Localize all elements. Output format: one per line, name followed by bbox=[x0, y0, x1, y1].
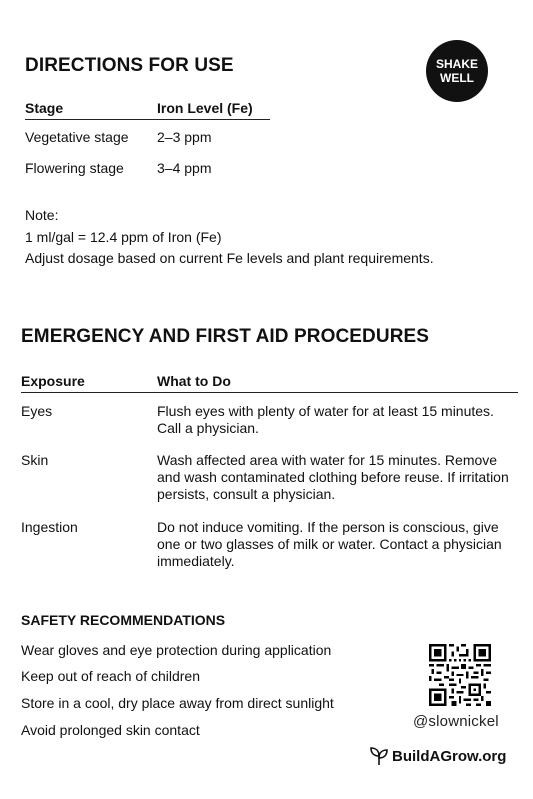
qr-code-icon[interactable] bbox=[429, 644, 491, 706]
stage-cell-flowering: Flowering stage bbox=[25, 160, 124, 176]
emergency-table-divider bbox=[21, 392, 518, 393]
note-label: Note: bbox=[25, 207, 59, 223]
shake-well-badge bbox=[426, 40, 488, 102]
skin-line-3: persists, consult a physician. bbox=[157, 486, 336, 502]
safety-item-storage: Store in a cool, dry place away from direct sunlight bbox=[21, 695, 334, 711]
ingestion-line-2: one or two glasses of milk or water. Contact a physician bbox=[157, 536, 502, 552]
badge-line-2: WELL bbox=[440, 71, 474, 85]
ingestion-line-1: Do not induce vomiting. If the person is conscious, give bbox=[157, 519, 499, 535]
safety-title: SAFETY RECOMMENDATIONS bbox=[21, 612, 226, 628]
exposure-skin: Skin bbox=[21, 452, 49, 468]
exposure-header: Exposure bbox=[21, 373, 85, 389]
iron-cell-vegetative: 2–3 ppm bbox=[157, 129, 212, 145]
note-line-1: 1 ml/gal = 12.4 ppm of Iron (Fe) bbox=[25, 229, 222, 245]
emergency-title: EMERGENCY AND FIRST AID PROCEDURES bbox=[21, 326, 430, 347]
eyes-line-2: Call a physician. bbox=[157, 420, 259, 436]
safety-item-gloves: Wear gloves and eye protection during application bbox=[21, 642, 332, 658]
skin-line-1: Wash affected area with water for 15 minutes. Remove bbox=[157, 452, 498, 468]
iron-level-header: Iron Level (Fe) bbox=[157, 100, 253, 116]
leaf-icon bbox=[370, 746, 388, 766]
badge-line-1: SHAKE bbox=[435, 57, 478, 71]
brand-link[interactable] bbox=[370, 746, 506, 766]
social-handle[interactable]: @slownickel bbox=[413, 713, 499, 730]
iron-cell-flowering: 3–4 ppm bbox=[157, 160, 212, 176]
directions-table-divider bbox=[25, 119, 270, 120]
skin-line-2: and wash contaminated clothing before reuse. If irritation bbox=[157, 469, 509, 485]
ingestion-line-3: immediately. bbox=[157, 553, 235, 569]
exposure-ingestion: Ingestion bbox=[21, 519, 78, 535]
note-line-2: Adjust dosage based on current Fe levels and plant requirements. bbox=[25, 250, 434, 266]
safety-item-skin: Avoid prolonged skin contact bbox=[21, 722, 200, 738]
stage-cell-vegetative: Vegetative stage bbox=[25, 129, 129, 145]
directions-title: DIRECTIONS FOR USE bbox=[25, 55, 234, 76]
brand-name: BuildAGrow.org bbox=[392, 747, 507, 765]
safety-item-children: Keep out of reach of children bbox=[21, 668, 201, 684]
exposure-eyes: Eyes bbox=[21, 403, 53, 419]
eyes-line-1: Flush eyes with plenty of water for at least 15 minutes. bbox=[157, 403, 494, 419]
stage-header: Stage bbox=[25, 100, 64, 116]
what-to-do-header: What to Do bbox=[157, 373, 231, 389]
